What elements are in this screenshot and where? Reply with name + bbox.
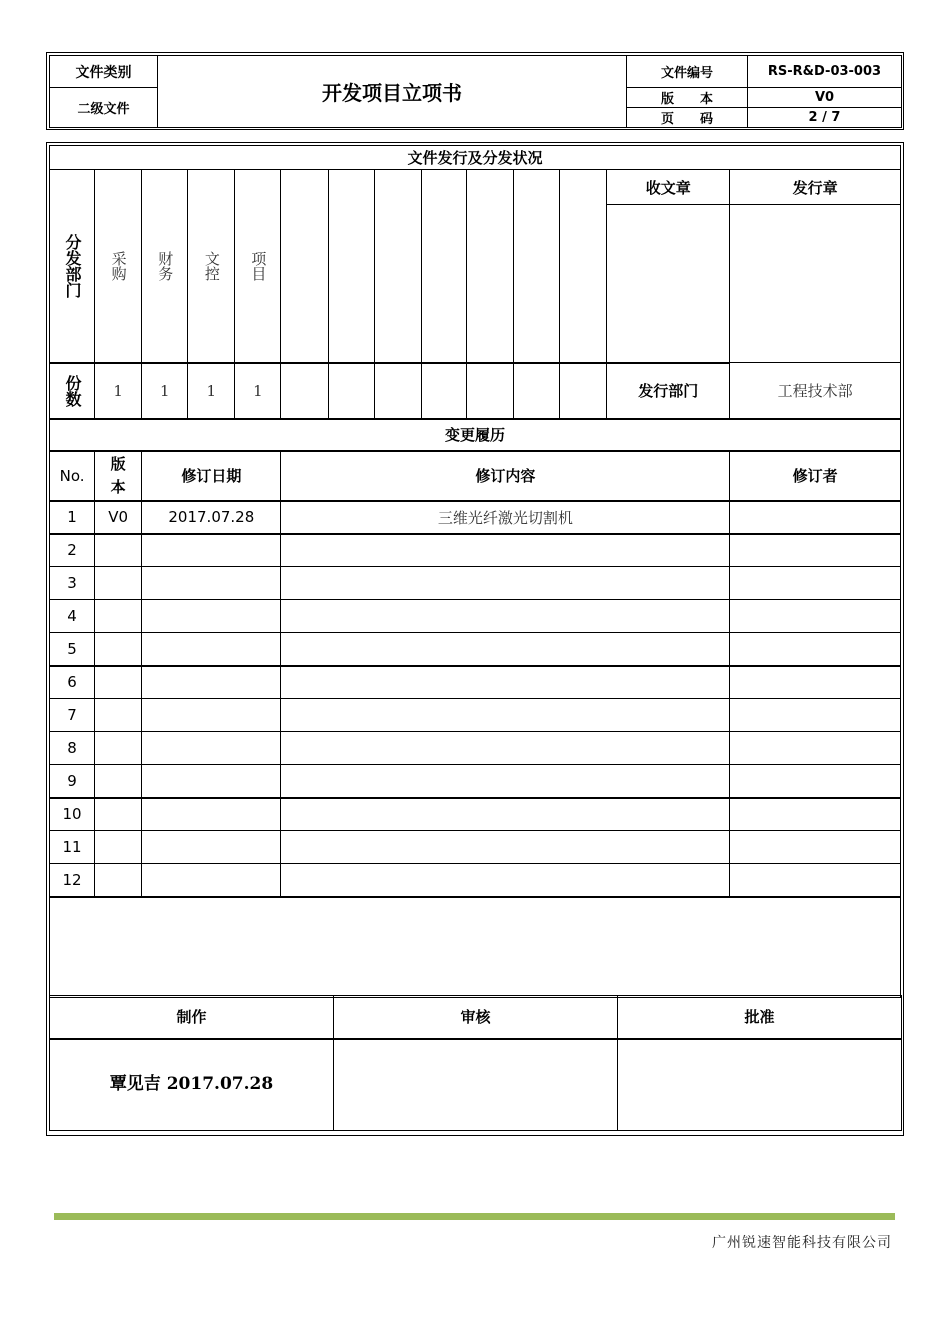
row-date — [142, 534, 281, 567]
row-date — [142, 765, 281, 798]
copies-cell — [466, 363, 513, 419]
row-no: 4 — [50, 600, 95, 633]
issue-stamp-label: 发行章 — [730, 170, 901, 205]
row-reviser — [730, 600, 901, 633]
row-no: 8 — [50, 732, 95, 765]
table-row — [50, 699, 901, 732]
copies-cell: 1 — [235, 363, 281, 419]
table-row — [50, 501, 901, 534]
page-value: 2 / 7 — [748, 108, 902, 128]
row-reviser — [730, 699, 901, 732]
row-version — [95, 633, 142, 666]
dept-cell — [513, 170, 559, 363]
page-label-char-2: 码 — [699, 112, 713, 127]
row-no: 12 — [50, 864, 95, 897]
copies-cell: 1 — [188, 363, 235, 419]
issue-dept-label: 发行部门 — [607, 363, 730, 419]
approval-table — [49, 995, 902, 1131]
row-date — [142, 567, 281, 600]
row-version — [95, 666, 142, 699]
header-table — [49, 55, 902, 128]
table-row — [50, 798, 901, 831]
main-table — [49, 145, 901, 998]
table-row — [50, 534, 901, 567]
distribution-title: 文件发行及分发状况 — [50, 146, 901, 170]
col-content-header: 修订内容 — [281, 451, 730, 501]
row-version — [95, 732, 142, 765]
row-version — [95, 765, 142, 798]
issue-stamp-area — [730, 205, 901, 363]
row-date — [142, 633, 281, 666]
dept-cell — [188, 170, 235, 363]
approve-signature — [618, 1039, 902, 1131]
category-value: 二级文件 — [50, 88, 158, 128]
row-version — [95, 699, 142, 732]
row-version — [95, 864, 142, 897]
row-content — [281, 699, 730, 732]
row-reviser — [730, 798, 901, 831]
made-label: 制作 — [50, 996, 334, 1039]
copies-cell — [560, 363, 607, 419]
copies-cell — [328, 363, 374, 419]
row-version — [95, 567, 142, 600]
row-date — [142, 666, 281, 699]
footer-company: 广州锐速智能科技有限公司 — [712, 1235, 892, 1251]
copies-cell — [513, 363, 559, 419]
row-reviser — [730, 765, 901, 798]
category-label: 文件类别 — [50, 56, 158, 88]
dept-cell — [466, 170, 513, 363]
receive-stamp-label: 收文章 — [607, 170, 730, 205]
version-label — [627, 88, 748, 108]
table-row — [50, 633, 901, 666]
row-reviser — [730, 501, 901, 534]
copies-cell: 1 — [142, 363, 188, 419]
dept-name: 文控 — [202, 250, 221, 281]
row-reviser — [730, 831, 901, 864]
copies-cell — [374, 363, 421, 419]
row-reviser — [730, 732, 901, 765]
dept-cell — [421, 170, 466, 363]
table-row — [50, 831, 901, 864]
document-header — [46, 52, 904, 130]
dept-cell — [95, 170, 142, 363]
row-date — [142, 831, 281, 864]
row-date — [142, 864, 281, 897]
changes-title: 变更履历 — [50, 419, 901, 451]
row-no: 6 — [50, 666, 95, 699]
copies-cell: 1 — [95, 363, 142, 419]
row-version — [95, 534, 142, 567]
row-no: 2 — [50, 534, 95, 567]
row-content — [281, 534, 730, 567]
blank-area — [50, 897, 901, 998]
col-date-header: 修订日期 — [142, 451, 281, 501]
row-no: 3 — [50, 567, 95, 600]
row-content — [281, 600, 730, 633]
row-version: V0 — [95, 501, 142, 534]
row-date: 2017.07.28 — [142, 501, 281, 534]
row-date — [142, 699, 281, 732]
copies-cell — [281, 363, 328, 419]
row-content — [281, 732, 730, 765]
row-no: 11 — [50, 831, 95, 864]
copies-label-text: 份数 — [63, 374, 83, 407]
col-reviser-header: 修订者 — [730, 451, 901, 501]
row-date — [142, 732, 281, 765]
row-date — [142, 798, 281, 831]
dept-name: 财务 — [156, 250, 175, 281]
dept-label — [50, 170, 95, 363]
dept-name: 项目 — [249, 250, 268, 281]
col-version-header: 版本 — [95, 451, 142, 501]
copies-cell — [421, 363, 466, 419]
doc-no-label: 文件编号 — [627, 56, 748, 88]
row-version — [95, 831, 142, 864]
row-reviser — [730, 567, 901, 600]
row-no: 7 — [50, 699, 95, 732]
row-no: 10 — [50, 798, 95, 831]
doc-no-value: RS-R&D-03-003 — [748, 56, 902, 88]
version-label-char-2: 本 — [699, 92, 713, 107]
dept-cell — [328, 170, 374, 363]
dept-cell — [281, 170, 328, 363]
dept-name: 采购 — [109, 250, 128, 281]
dept-cell — [235, 170, 281, 363]
row-content — [281, 831, 730, 864]
version-label-char-1: 版 — [661, 92, 675, 107]
col-no-header: No. — [50, 451, 95, 501]
row-reviser — [730, 864, 901, 897]
document-title: 开发项目立项书 — [158, 56, 627, 128]
dept-label-text: 分发部门 — [63, 233, 83, 298]
table-row — [50, 732, 901, 765]
row-content — [281, 633, 730, 666]
table-row — [50, 666, 901, 699]
copies-label — [50, 363, 95, 419]
table-row — [50, 765, 901, 798]
table-row — [50, 864, 901, 897]
approve-label: 批准 — [618, 996, 902, 1039]
issue-dept-value: 工程技术部 — [730, 363, 901, 419]
dept-cell — [560, 170, 607, 363]
made-signature: 覃见吉 2017.07.28 — [50, 1039, 334, 1131]
row-reviser — [730, 666, 901, 699]
row-content — [281, 864, 730, 897]
dept-cell — [374, 170, 421, 363]
row-no: 9 — [50, 765, 95, 798]
page-label-char-1: 页 — [661, 112, 675, 127]
row-content — [281, 567, 730, 600]
dept-cell — [142, 170, 188, 363]
row-date — [142, 600, 281, 633]
review-label: 审核 — [334, 996, 618, 1039]
row-content — [281, 798, 730, 831]
row-content — [281, 765, 730, 798]
row-reviser — [730, 534, 901, 567]
row-no: 1 — [50, 501, 95, 534]
receive-stamp-area — [607, 205, 730, 363]
row-reviser — [730, 633, 901, 666]
footer-accent-bar — [54, 1213, 895, 1220]
row-version — [95, 600, 142, 633]
row-no: 5 — [50, 633, 95, 666]
table-row — [50, 567, 901, 600]
row-version — [95, 798, 142, 831]
review-signature — [334, 1039, 618, 1131]
version-value: V0 — [748, 88, 902, 108]
page-label — [627, 108, 748, 128]
row-content: 三维光纤激光切割机 — [281, 501, 730, 534]
document-body — [46, 142, 904, 1136]
row-content — [281, 666, 730, 699]
table-row — [50, 600, 901, 633]
